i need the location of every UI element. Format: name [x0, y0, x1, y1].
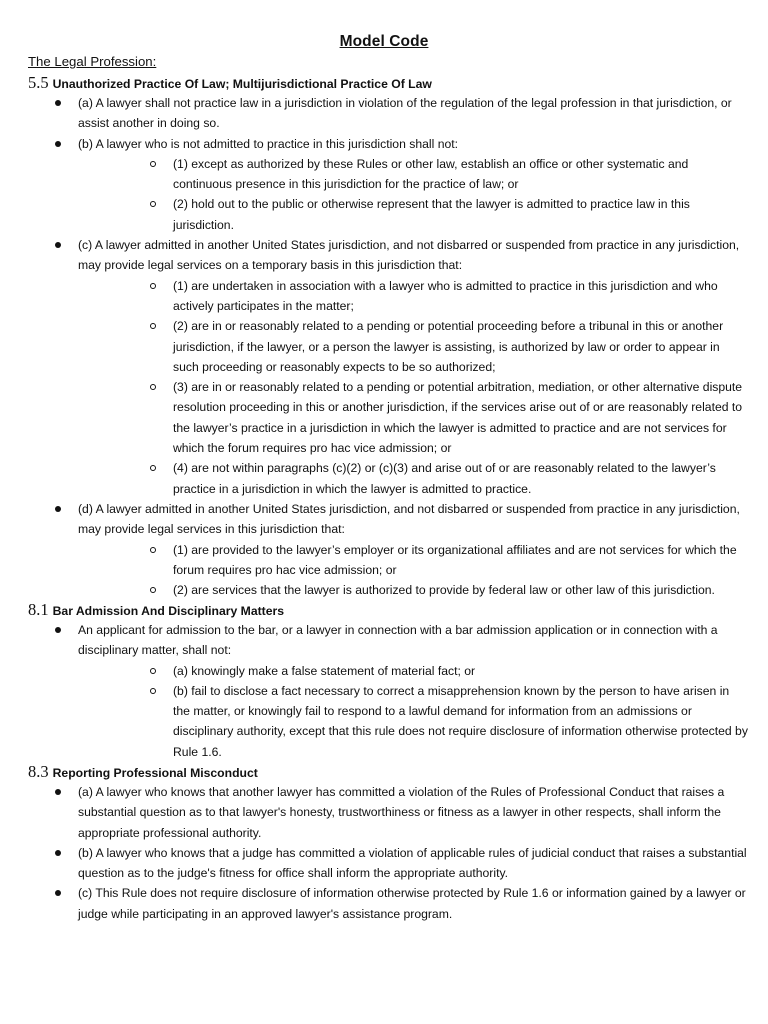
section-title: Unauthorized Practice Of Law; Multijurisdictional Practice Of Law — [52, 77, 432, 91]
list-item: (a) A lawyer shall not practice law in a jurisdiction in violation of the regulation of the legal profession in that jurisdiction, or assist another in doing so. — [28, 93, 748, 134]
list-item: An applicant for admission to the bar, or a lawyer in connection with a bar admission application or in connection with a disciplinary matter, shall not: (a) knowingly make a false statement of material fact; or (b) fail to disclose a fact necessary to correct a misapprehension known by the person to have arisen in the matter, or knowingly fail to respond to a lawful demand for information from an admissions or disciplinary authority, except that this rule does not require disclosure of information otherwise protected by Rule 1.6. — [28, 620, 748, 762]
list-item: (c) This Rule does not require disclosure of information otherwise protected by Rule 1.6 or information gained by a lawyer or judge while participating in an approved lawyer's assistance program. — [28, 883, 748, 924]
circle-bullet-icon — [150, 465, 156, 471]
section-title: Reporting Professional Misconduct — [52, 766, 258, 780]
circle-bullet-icon — [150, 384, 156, 390]
bullet-icon — [55, 100, 61, 106]
sub-list — [78, 540, 748, 601]
bullet-icon — [55, 506, 61, 512]
section-heading — [28, 73, 748, 93]
section-heading — [28, 762, 748, 782]
sub-list-item: (2) are in or reasonably related to a pending or potential proceeding before a tribunal in this or another jurisdiction, if the lawyer, or a person the lawyer is assisting, is authorized by law or order to appear in such proceeding or reasonably expects to be so authorized; — [78, 316, 748, 377]
list-item: (b) A lawyer who is not admitted to practice in this jurisdiction shall not: (1) except as authorized by these Rules or other law, establish an office or other systematic and continuous presence in this jurisdiction for the practice of law; or (2) hold out to the public or otherwise represent that the lawyer is admitted to practice law in this jurisdiction. — [28, 134, 748, 235]
section-number: 8.3 — [28, 762, 49, 781]
sub-list — [78, 661, 748, 762]
bullet-icon — [55, 789, 61, 795]
bullet-icon — [55, 627, 61, 633]
list-item: (c) A lawyer admitted in another United States jurisdiction, and not disbarred or suspended from practice in any jurisdiction, may provide legal services on a temporary basis in this jurisdiction that: (1) are undertaken in association with a lawyer who is admitted to practice in this jurisdiction and who actively participates in the matter; (2) are in or reasonably related to a pending or potential proceeding before a tribunal in this or another jurisdiction, if the lawyer, or a person the lawyer is assisting, is authorized by law or order to appear in such proceeding or reasonably expects to be so authorized; (3) are in or reasonably related to a pending or potential arbitration, mediation, or other alternative dispute resolution proceeding in this or another jurisdiction, if the services arise out of or are reasonably related to the lawyer’s practice in a jurisdiction in which the lawyer is admitted to practice and are not services for which the forum requires pro hac vice admission; or (4) are not within paragraphs (c)(2) or (c)(3) and arise out of or are reasonably related to the lawyer’s practice in a jurisdiction in which the lawyer is admitted to practice. — [28, 235, 748, 499]
circle-bullet-icon — [150, 547, 156, 553]
section-number: 5.5 — [28, 73, 49, 92]
sub-list-item: (2) are services that the lawyer is authorized to provide by federal law or other law of this jurisdiction. — [78, 580, 748, 600]
legal-profession-subheading: The Legal Profession: — [28, 54, 157, 69]
sub-list — [78, 154, 748, 235]
bullet-icon — [55, 242, 61, 248]
bullet-icon — [55, 850, 61, 856]
section-number: 8.1 — [28, 600, 49, 619]
bullet-icon — [55, 141, 61, 147]
sub-list — [78, 276, 748, 499]
sub-list-item: (3) are in or reasonably related to a pending or potential arbitration, mediation, or other alternative dispute resolution proceeding in this or another jurisdiction, if the services arise out of or are reasonably related to the lawyer’s practice in a jurisdiction in which the lawyer is admitted to practice and are not services for which the forum requires pro hac vice admission; or — [78, 377, 748, 458]
circle-bullet-icon — [150, 323, 156, 329]
rule-list — [28, 782, 748, 924]
sub-list-item: (1) except as authorized by these Rules or other law, establish an office or other systematic and continuous presence in this jurisdiction for the practice of law; or — [78, 154, 748, 195]
document-title: Model Code — [339, 33, 429, 50]
sub-list-item: (1) are undertaken in association with a lawyer who is admitted to practice in this jurisdiction and who actively participates in the matter; — [78, 276, 748, 317]
section-8-3 — [28, 762, 748, 924]
list-item: (a) A lawyer who knows that another lawyer has committed a violation of the Rules of Professional Conduct that raises a substantial question as to that lawyer's honesty, trustworthiness or fitness as a lawyer in other respects, shall inform the appropriate professional authority. — [28, 782, 748, 843]
circle-bullet-icon — [150, 688, 156, 694]
rule-list — [28, 93, 748, 600]
sub-list-item: (a) knowingly make a false statement of material fact; or — [78, 661, 748, 681]
circle-bullet-icon — [150, 201, 156, 207]
sub-list-item: (4) are not within paragraphs (c)(2) or (c)(3) and arise out of or are reasonably related to the lawyer’s practice in a jurisdiction in which the lawyer is admitted to practice. — [78, 458, 748, 499]
circle-bullet-icon — [150, 668, 156, 674]
section-heading — [28, 600, 748, 620]
bullet-icon — [55, 890, 61, 896]
section-title: Bar Admission And Disciplinary Matters — [52, 604, 285, 618]
list-item: (b) A lawyer who knows that a judge has committed a violation of applicable rules of judicial conduct that raises a substantial question as to the judge's fitness for office shall inform the appropriate authority. — [28, 843, 748, 884]
rule-list — [28, 620, 748, 762]
list-item: (d) A lawyer admitted in another United States jurisdiction, and not disbarred or suspended from practice in any jurisdiction, may provide legal services in this jurisdiction that: (1) are provided to the lawyer’s employer or its organizational affiliates and are not services for which the forum requires pro hac vice admission; or (2) are services that the lawyer is authorized to provide by federal law or other law of this jurisdiction. — [28, 499, 748, 600]
sub-list-item: (b) fail to disclose a fact necessary to correct a misapprehension known by the person to have arisen in the matter, or knowingly fail to respond to a lawful demand for information from an admissions or disciplinary authority, except that this rule does not require disclosure of information otherwise protected by Rule 1.6. — [78, 681, 748, 762]
sub-list-item: (1) are provided to the lawyer’s employer or its organizational affiliates and are not services for which the forum requires pro hac vice admission; or — [78, 540, 748, 581]
circle-bullet-icon — [150, 283, 156, 289]
circle-bullet-icon — [150, 161, 156, 167]
sub-list-item: (2) hold out to the public or otherwise represent that the lawyer is admitted to practice law in this jurisdiction. — [78, 194, 748, 235]
section-5-5 — [28, 73, 748, 600]
section-8-1 — [28, 600, 748, 762]
circle-bullet-icon — [150, 587, 156, 593]
